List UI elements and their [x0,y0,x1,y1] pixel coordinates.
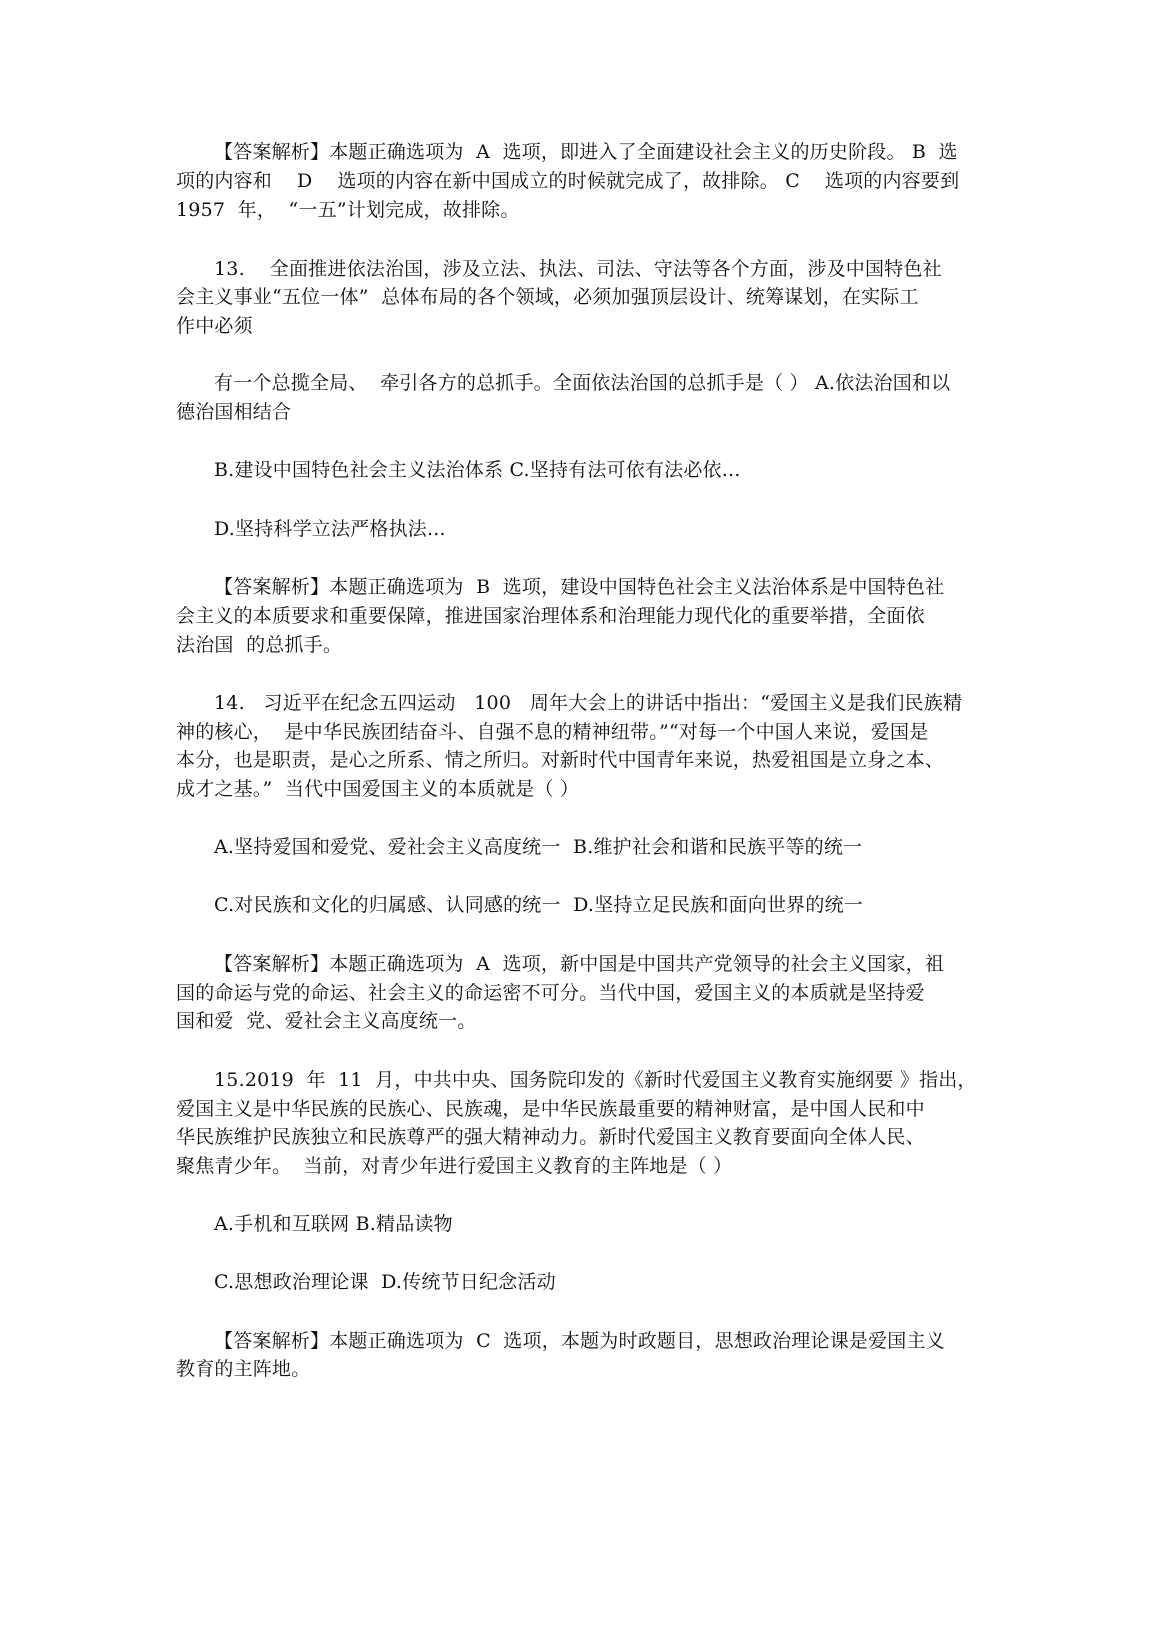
question-14-options: C.对民族和文化的归属感、认同感的统一 D.坚持立足民族和面向世界的统一 [214,894,863,916]
answer-analysis-line: 【答案解析】本题正确选项为 C 选项，本题为时政题目，思想政治理论课是爱国主义 [214,1330,945,1352]
question-14-text: 神的核心， 是中华民族团结奋斗、自强不息的精神纽带。”“对每一个中国人来说，爱国是 [176,721,929,743]
answer-analysis-line: 项的内容和 D 选项的内容在新中国成立的时候就完成了，故排除。 C 选项的内容要到 [176,170,960,192]
answer-analysis-line: 国的命运与党的命运、社会主义的命运密不可分。当代中国，爱国主义的本质就是坚持爱 [176,982,925,1004]
question-13-options: D.坚持科学立法严格执法... [214,518,446,540]
question-13-options: B.建设中国特色社会主义法治体系 C.坚持有法可依有法必依... [214,459,741,481]
question-15-text: 聚焦青少年。 当前，对青少年进行爱国主义教育的主阵地是（ ） [176,1155,733,1177]
question-15-text: 爱国主义是中华民族的民族心、民族魂，是中华民族最重要的精神财富，是中国人民和中 [176,1098,925,1120]
answer-analysis-line: 教育的主阵地。 [176,1358,311,1380]
question-15-text: 15.2019 年 11 月，中共中央、国务院印发的《新时代爱国主义教育实施纲要 》指出， [214,1069,977,1091]
question-13-text: 有一个总揽全局、 牵引各方的总抓手。全面依法治国的总抓手是（ ） A.依法治国和以 [214,372,951,394]
answer-analysis-line: 法治国 的总抓手。 [176,634,343,656]
answer-analysis-line: 国和爱 党、爱社会主义高度统一。 [176,1010,477,1032]
answer-analysis-line: 【答案解析】本题正确选项为 A 选项，新中国是中国共产党领导的社会主义国家，祖 [214,953,945,975]
question-13-text: 作中必须 [176,315,253,337]
answer-analysis-line: 【答案解析】本题正确选项为 B 选项，建设中国特色社会主义法治体系是中国特色社 [214,576,945,598]
question-13-text: 会主义事业“五位一体” 总体布局的各个领域，必须加强顶层设计、统筹谋划，在实际工 [176,286,919,308]
answer-analysis-line: 会主义的本质要求和重要保障，推进国家治理体系和治理能力现代化的重要举措，全面依 [176,605,925,627]
question-15-options: C.思想政治理论课 D.传统节日纪念活动 [214,1271,556,1293]
question-14-options: A.坚持爱国和爱党、爱社会主义高度统一 B.维护社会和谐和民族平等的统一 [214,836,863,858]
answer-analysis-line: 【答案解析】本题正确选项为 A 选项，即进入了全面建设社会主义的历史阶段。 B 选 [214,141,958,163]
question-14-text: 本分，也是职责，是心之所系、情之所归。对新时代中国青年来说，热爱祖国是立身之本、 [176,749,945,771]
question-14-text: 14. 习近平在纪念五四运动 100 周年大会上的讲话中指出：“爱国主义是我们民族精 [214,692,963,714]
question-15-options: A.手机和互联网 B.精品读物 [214,1213,453,1235]
question-13-text: 德治国相结合 [176,401,292,423]
question-14-text: 成才之基。” 当代中国爱国主义的本质就是（ ） [176,778,580,800]
question-15-text: 华民族维护民族独立和民族尊严的强大精神动力。新时代爱国主义教育要面向全体人民、 [176,1126,925,1148]
answer-analysis-line: 1957 年， “一五”计划完成，故排除。 [176,199,520,221]
question-13-text: 13. 全面推进依法治国，涉及立法、执法、司法、守法等各个方面，涉及中国特色社 [214,258,942,280]
